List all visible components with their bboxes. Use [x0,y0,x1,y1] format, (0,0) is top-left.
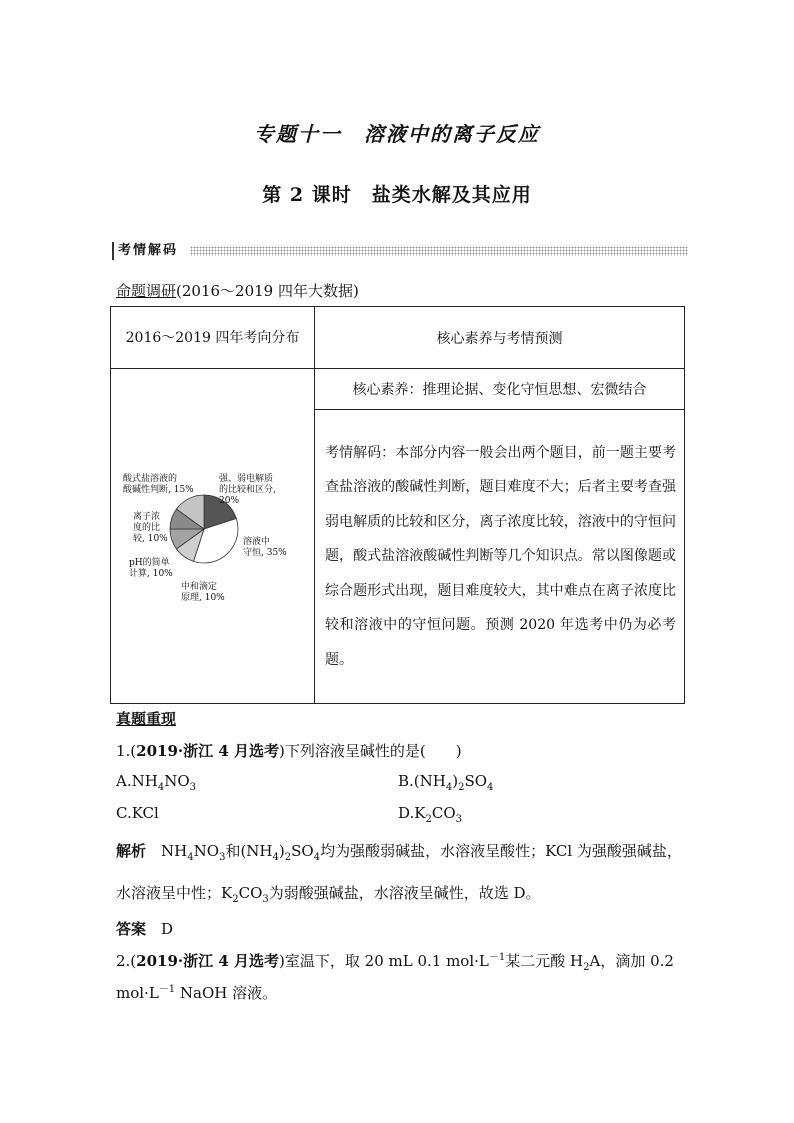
table-header-literacy: 核心素养与考情预测 [315,307,685,369]
survey-prefix: 命题调研 [116,282,177,300]
q1-analysis-line2: 水溶液呈中性；$K_2CO_3$为弱酸强碱盐，水溶液呈碱性，故选 D。 [116,884,541,905]
kaoqing-label: 考情解码 [112,242,182,260]
q2-source: 2019·浙江 4 月选考 [136,952,280,970]
pie-label-3: pH的简单计算, 10% [129,558,173,579]
survey-heading [116,280,359,301]
q1-option-d: $D.K_2CO_3$ [398,804,462,825]
pie-label-5: 酸式盐溶液的酸碱性判断, 15% [123,474,194,495]
q1-option-c: C.KCl [116,804,159,822]
q1-num: 1.( [116,742,137,760]
pie-label-4: 离子浓度的比较, 10% [133,512,168,544]
exam-analysis-table [110,306,685,704]
q1-source: 2019·浙江 4 月选考 [136,742,280,760]
section-title: 真题重现 [116,710,177,728]
kaoqing-dotted-rule [190,246,688,256]
q1-option-b: $B.(NH_4)_2SO_4$ [398,772,494,793]
pie-label-1: 溶液中守恒, 35% [243,537,287,558]
q1-analysis-line1: 解析 $NH_4NO_3$和$(NH_4)_2SO_4$均为强酸弱碱盐，水溶液呈酸性；KCl 为强酸强碱盐， [116,842,682,863]
q1-answer [116,918,173,939]
answer-value: D [161,920,174,938]
q1-option-a: $A.NH_4NO_3$ [116,772,196,793]
q2-stem-line1: 2.(2019·浙江 4 月选考)室温下，取 20 mL 0.1 $mol\cdot L^{-1}$某二元酸 $H_2A$，滴加 0.2 [116,952,674,973]
answer-label: 答案 [116,920,147,938]
analysis-label: 解析 [116,842,147,860]
core-literacy-cell: 核心素养：推理论据、变化守恒思想、宏微结合 [315,369,685,410]
survey-suffix: (2016～2019 四年大数据) [176,282,359,300]
pie-label-0: 强、弱电解质的比较和区分, 20% [219,474,276,506]
pie-chart-cell [111,369,315,704]
lesson-title: 第 2 课时 盐类水解及其应用 [262,184,532,206]
q1-stem [116,740,462,761]
pie-chart [111,369,298,699]
table-header-distribution: 2016～2019 四年考向分布 [111,307,315,369]
analysis-cell: 考情解码：本部分内容一般会出两个题目，前一题主要考查盐溶液的酸碱性判断，题目难度不大；后者主要考查强弱电解质的比较和区分，离子浓度比较，溶液中的守恒问题，酸式盐溶液酸碱性判断等几个知识点。常以图像题或综合题形式出现，题目难度较大，其中难点在离子浓度比较和溶液中的守恒问题。预测 2020 年选考中仍为必考题。 [315,409,685,703]
q2-stem-line2: $mol\cdot L^{-1}$ NaOH 溶液。 [116,984,278,1002]
topic-title: 专题十一 溶液中的离子反应 [254,122,540,146]
q1-text: )下列溶液呈碱性的是( ) [279,742,462,760]
pie-label-2: 中和滴定原理, 10% [181,582,225,603]
